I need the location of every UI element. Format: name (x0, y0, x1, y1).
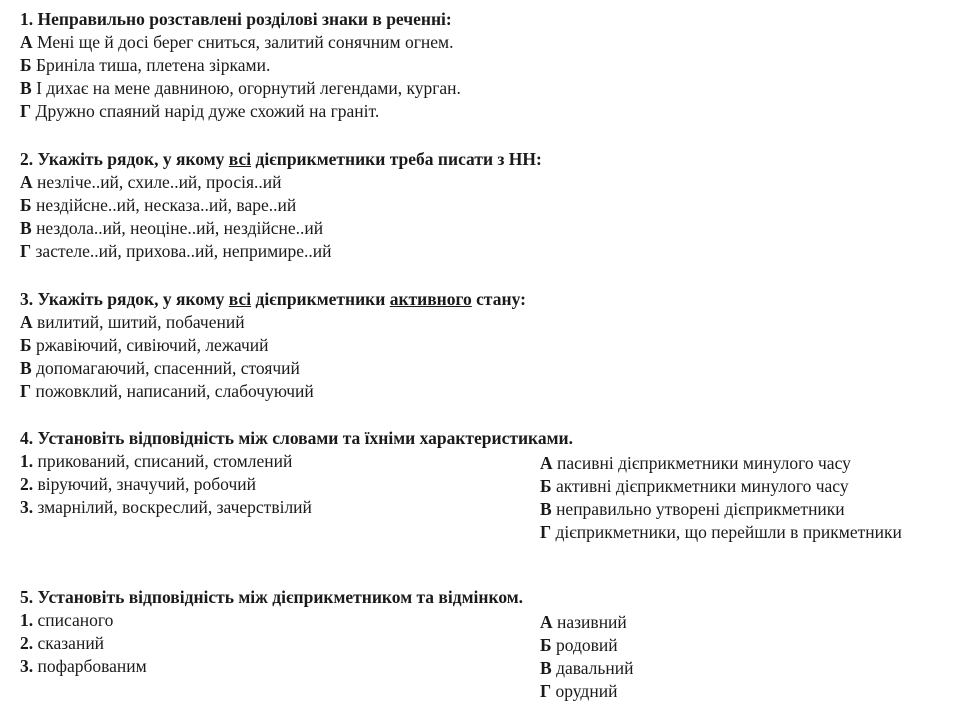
right-item-a (540, 611, 634, 634)
option-text: нездійсне..ий, несказа..ий, варе..ий (35, 195, 297, 215)
right-item-d (540, 521, 902, 544)
option-text: нездола..ий, неоціне..ий, нездійсне..ий (36, 218, 324, 238)
question-5-title: 5. Установіть відповідність між дієприкметником та відмінком. (20, 587, 524, 607)
item-number: 3. (20, 497, 34, 517)
option-text: давальний (556, 658, 634, 678)
option-b (20, 334, 526, 357)
option-text: незліче..ий, схиле..ий, просія..ий (37, 172, 282, 192)
item-text: змарнілий, воскреслий, зачерствілий (37, 497, 312, 517)
question-3 (20, 288, 526, 403)
option-letter: Б (540, 476, 552, 496)
option-letter: В (20, 78, 32, 98)
option-b (20, 54, 461, 77)
title-part: дієприкметники треба писати з НН: (251, 149, 542, 169)
option-text: пасивні дієприкметники минулого часу (557, 453, 851, 473)
option-text: ржавіючий, сивіючий, лежачий (35, 335, 269, 355)
left-column (20, 450, 312, 519)
option-text: Дружно спаяний нарід дуже схожий на граніт. (35, 101, 380, 121)
option-text: вилитий, шитий, побачений (37, 312, 245, 332)
right-item-b (540, 475, 902, 498)
question-2 (20, 148, 542, 263)
item-number: 2. (20, 633, 34, 653)
right-column (540, 611, 634, 703)
title-part: дієприкметники (251, 289, 390, 309)
option-d (20, 240, 542, 263)
item-number: 2. (20, 474, 34, 494)
question-5 (20, 586, 960, 701)
option-letter: А (540, 453, 553, 473)
item-number: 3. (20, 656, 34, 676)
title-part: стану: (471, 289, 526, 309)
option-text: дієприкметники, що перейшли в прикметники (555, 522, 902, 542)
option-c (20, 77, 461, 100)
option-text: пожовклий, написаний, слабочуючий (35, 381, 314, 401)
option-letter: А (20, 32, 33, 52)
option-letter: Б (20, 195, 32, 215)
option-a (20, 311, 526, 334)
right-item-c (540, 657, 634, 680)
option-text: допомагаючий, спасенний, стоячий (36, 358, 300, 378)
left-item-3 (20, 655, 147, 678)
option-d (20, 100, 461, 123)
option-letter: В (540, 499, 552, 519)
left-item-3 (20, 496, 312, 519)
item-text: списаного (37, 610, 114, 630)
title-underlined: активного (389, 289, 472, 309)
option-text: І дихає на мене давниною, огорнутий легендами, курган. (36, 78, 461, 98)
option-letter: В (20, 358, 32, 378)
right-item-a (540, 452, 902, 475)
question-2-title (20, 148, 542, 171)
question-1 (20, 8, 461, 123)
question-4 (20, 427, 960, 542)
right-column (540, 452, 902, 544)
title-part: 3. Укажіть рядок, у якому (20, 289, 229, 309)
item-number: 1. (20, 451, 34, 471)
question-4-title: 4. Установіть відповідність між словами та їхніми характеристиками. (20, 428, 573, 448)
left-item-2 (20, 632, 147, 655)
option-text: Мені ще й досі берег сниться, залитий сонячним огнем. (37, 32, 454, 52)
option-c (20, 357, 526, 380)
option-letter: А (20, 172, 33, 192)
option-letter: Г (20, 381, 32, 401)
item-number: 1. (20, 610, 34, 630)
option-text: застеле..ий, прихова..ий, непримире..ий (35, 241, 332, 261)
option-c (20, 217, 542, 240)
option-text: неправильно утворені дієприкметники (556, 499, 845, 519)
left-item-2 (20, 473, 312, 496)
option-text: називний (557, 612, 627, 632)
option-letter: В (20, 218, 32, 238)
left-column (20, 609, 147, 678)
option-text: орудний (555, 681, 618, 701)
option-text: Бриніла тиша, плетена зірками. (35, 55, 271, 75)
title-part: 2. Укажіть рядок, у якому (20, 149, 229, 169)
item-text: сказаний (37, 633, 105, 653)
title-underlined: всі (228, 149, 252, 169)
option-letter: А (540, 612, 553, 632)
option-letter: А (20, 312, 33, 332)
option-letter: Б (540, 635, 552, 655)
right-item-c (540, 498, 902, 521)
right-item-b (540, 634, 634, 657)
option-a (20, 31, 461, 54)
left-item-1 (20, 609, 147, 632)
option-a (20, 171, 542, 194)
option-letter: Г (20, 241, 32, 261)
option-d (20, 380, 526, 403)
title-underlined: всі (228, 289, 252, 309)
question-3-title (20, 288, 526, 311)
option-text: активні дієприкметники минулого часу (555, 476, 849, 496)
question-1-title: 1. Неправильно розставлені розділові знаки в реченні: (20, 9, 452, 29)
left-item-1 (20, 450, 312, 473)
item-text: прикований, списаний, стомлений (37, 451, 293, 471)
option-letter: Г (540, 681, 552, 701)
option-letter: В (540, 658, 552, 678)
option-text: родовий (555, 635, 618, 655)
item-text: пофарбованим (37, 656, 147, 676)
option-letter: Б (20, 335, 32, 355)
item-text: віруючий, значучий, робочий (37, 474, 256, 494)
option-letter: Б (20, 55, 32, 75)
right-item-d (540, 680, 634, 703)
option-b (20, 194, 542, 217)
option-letter: Г (540, 522, 552, 542)
option-letter: Г (20, 101, 32, 121)
